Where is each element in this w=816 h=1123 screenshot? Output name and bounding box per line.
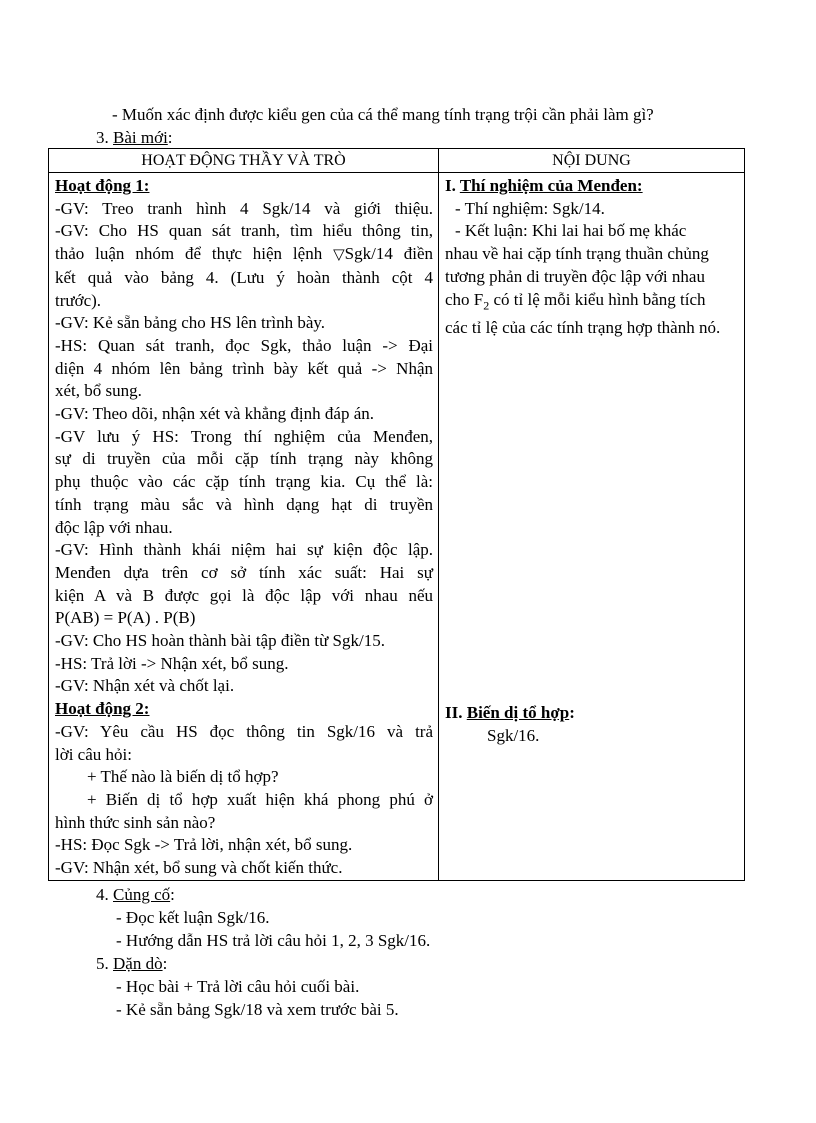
activity-line: -GV: Hình thành khái niệm hai sự kiện độc lập. xyxy=(55,540,433,560)
content-line: - Kết luận: Khi lai hai bố mẹ khác xyxy=(455,221,687,241)
section-3-title: Bài mới xyxy=(113,128,168,147)
lesson-table xyxy=(48,148,745,881)
activity-line: -HS: Trả lời -> Nhận xét, bổ sung. xyxy=(55,653,289,673)
activity-line: -GV: Treo tranh hình 4 Sgk/14 và giới thiệu. xyxy=(55,198,433,218)
activity-line: -HS: Quan sát tranh, đọc Sgk, thảo luận -> Đại xyxy=(55,335,433,355)
activity-line: lời câu hỏi: xyxy=(55,744,132,764)
activity-line: diện 4 nhóm lên bảng trình bày kết quả -> Nhận xyxy=(55,358,433,378)
section-1-heading xyxy=(445,175,740,198)
section-4-item: - Hướng dẫn HS trả lời câu hỏi 1, 2, 3 Sgk/16. xyxy=(116,931,431,950)
activity-line: sự di truyền của mỗi cặp tính trạng này không xyxy=(55,449,433,469)
section-5-title: Dặn dò xyxy=(113,954,163,973)
activity-line: -GV: Kẻ sẵn bảng cho HS lên trình bày. xyxy=(55,313,326,333)
content-line: tương phản di truyền độc lập với nhau xyxy=(445,266,705,286)
content-text: cho F xyxy=(445,289,484,309)
content-line: nhau về hai cặp tính trạng thuần chủng xyxy=(445,244,709,264)
triangle-command-icon: ▽ xyxy=(333,247,345,264)
activity-line: -GV: Theo dõi, nhận xét và khẳng định đáp án. xyxy=(55,404,374,424)
section-4-item: - Đọc kết luận Sgk/16. xyxy=(116,908,270,927)
activity-text: thảo luận nhóm để thực hiện lệnh xyxy=(55,244,323,264)
activity-text: Sgk/14 điền xyxy=(344,244,434,264)
activity-line: kiện A và B được gọi là độc lập với nhau nếu xyxy=(55,585,433,605)
subscript-2: 2 xyxy=(483,297,490,312)
activity-line: trước). xyxy=(55,290,102,310)
activity-line: -GV: Yêu cầu HS đọc thông tin Sgk/16 và trả xyxy=(55,721,433,741)
activity-line: -HS: Đọc Sgk -> Trả lời, nhận xét, bổ sung. xyxy=(55,835,353,855)
activity-line: kết quả vào bảng 4. (Lưu ý hoàn thành cột 4 xyxy=(55,267,433,287)
table-header-row xyxy=(49,149,745,173)
activity-line: Menđen dựa trên cơ sở tính xác suất: Hai sự xyxy=(55,562,433,582)
content-spacer xyxy=(445,339,740,702)
section-2-colon: : xyxy=(569,703,575,723)
activity-line: P(AB) = P(A) . P(B) xyxy=(55,608,196,628)
activity-line: -GV: Nhận xét, bổ sung và chốt kiến thức. xyxy=(55,858,343,878)
section-5-heading xyxy=(96,953,167,975)
activity-line: -GV: Nhận xét và chốt lại. xyxy=(55,676,235,696)
content-line: Sgk/16. xyxy=(487,726,540,746)
section-5-item: - Học bài + Trả lời câu hỏi cuối bài. xyxy=(116,977,360,996)
activity-2-title: Hoạt động 2: xyxy=(55,699,150,719)
activity-line: tính trạng màu sắc và hình dạng hạt di truyền xyxy=(55,494,433,514)
section-4-colon: : xyxy=(170,885,175,904)
section-4-number: 4. xyxy=(96,885,109,904)
section-2-heading xyxy=(445,702,740,725)
activity-line: + Biến dị tổ hợp xuất hiện khá phong phú ở xyxy=(87,789,433,809)
table-body-row xyxy=(49,173,745,881)
content-line xyxy=(445,289,740,317)
section-4-heading xyxy=(96,884,175,906)
previous-question: - Muốn xác định được kiểu gen của cá thể mang tính trạng trội cần phải làm gì? xyxy=(112,105,654,124)
section-5-item: - Kẻ sẵn bảng Sgk/18 và xem trước bài 5. xyxy=(116,1000,399,1019)
activity-line: phụ thuộc vào các cặp tính trạng kia. Cụ thể là: xyxy=(55,472,433,492)
content-line: các tỉ lệ của các tính trạng hợp thành nó. xyxy=(445,317,721,337)
header-content: NỘI DUNG xyxy=(439,149,745,173)
activity-line xyxy=(55,243,433,267)
content-text: có tỉ lệ mỗi kiểu hình bằng tích xyxy=(489,289,706,309)
section-5-number: 5. xyxy=(96,954,109,973)
section-2-title: Biến dị tổ hợp xyxy=(466,703,570,723)
activity-line: + Thế nào là biến dị tổ hợp? xyxy=(87,767,279,787)
content-cell xyxy=(439,173,745,881)
section-3-colon: : xyxy=(167,128,173,147)
activity-line: hình thức sinh sản nào? xyxy=(55,812,216,832)
header-activities: HOẠT ĐỘNG THẦY VÀ TRÒ xyxy=(49,149,439,173)
content-line: - Thí nghiệm: Sgk/14. xyxy=(455,198,605,218)
activity-line: -GV: Cho HS quan sát tranh, tìm hiểu thông tin, xyxy=(55,221,433,241)
section-1-title: Thí nghiệm của Menđen: xyxy=(459,176,643,195)
activity-line: độc lập với nhau. xyxy=(55,517,173,537)
activity-line: xét, bổ sung. xyxy=(55,381,142,401)
section-3-heading xyxy=(96,127,173,149)
section-2-number: II. xyxy=(445,703,463,723)
section-5-colon: : xyxy=(162,954,168,973)
activity-line: -GV lưu ý HS: Trong thí nghiệm của Menđen, xyxy=(55,426,433,446)
activity-line: -GV: Cho HS hoàn thành bài tập điền từ Sgk/15. xyxy=(55,631,385,651)
activity-1-title: Hoạt động 1: xyxy=(55,176,150,195)
activities-cell xyxy=(49,173,439,881)
section-1-number: I. xyxy=(445,176,456,195)
section-4-title: Củng cố xyxy=(113,885,171,904)
section-3-number: 3. xyxy=(96,128,109,147)
